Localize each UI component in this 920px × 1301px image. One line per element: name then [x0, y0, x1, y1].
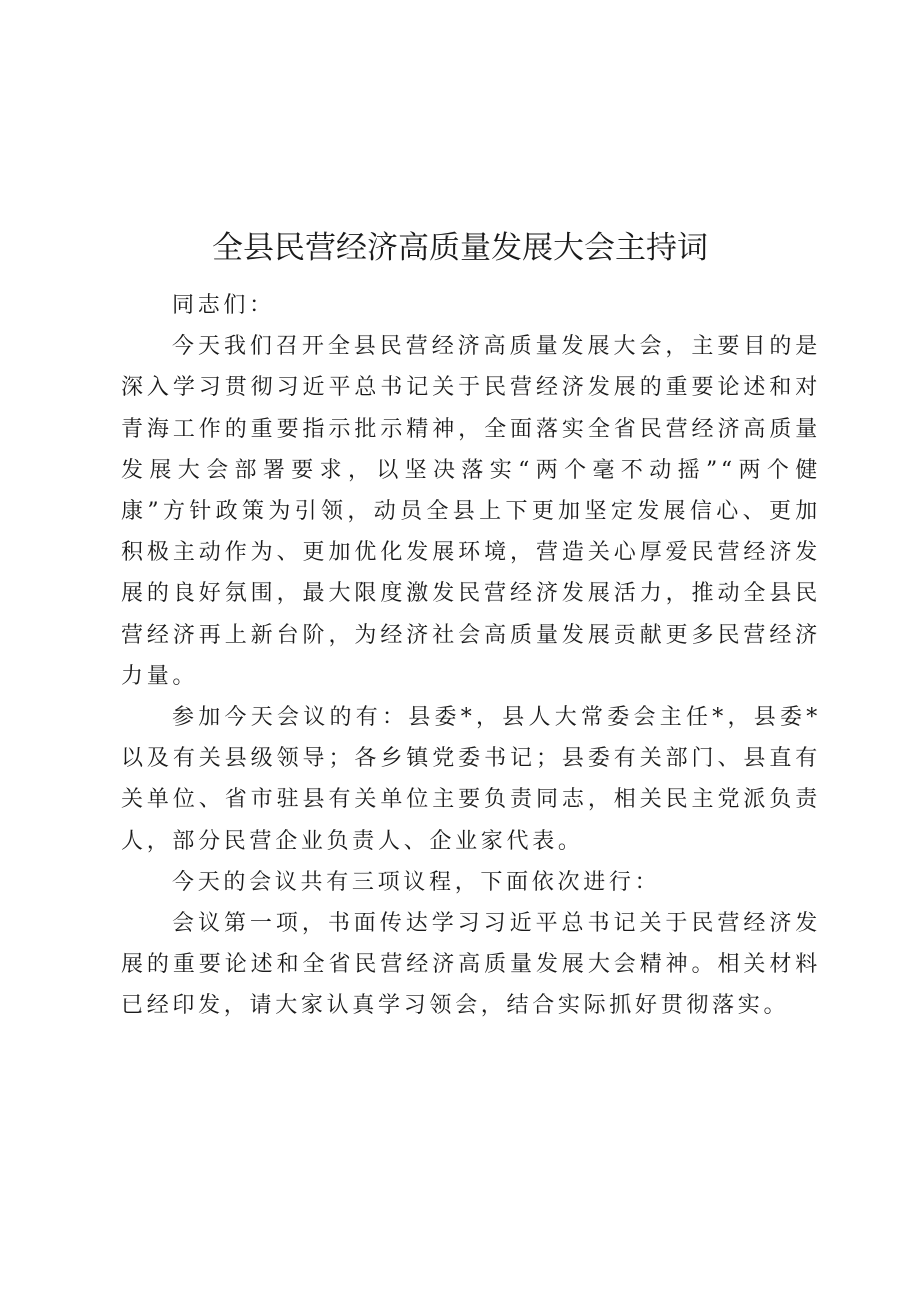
document-title: 全县民营经济高质量发展大会主持词: [212, 230, 708, 266]
salutation-paragraph: 同志们：: [172, 293, 275, 318]
document-body: [121, 285, 821, 1027]
agenda-intro-paragraph: 今天的会议共有三项议程，下面依次进行：: [172, 869, 661, 895]
agenda-item-one-paragraph: 会议第一项，书面传达学习习近平总书记关于民营经济发展的重要论述和全省民营经济高质量发展大会精神。相关材料已经印发，请大家认真学习领会，结合实际抓好贯彻落实。: [121, 911, 821, 1019]
purpose-paragraph: 今天我们召开全县民营经济高质量发展大会，主要目的是深入学习贯彻习近平总书记关于民营经济发展的重要论述和对青海工作的重要指示批示精神，全面落实全省民营经济高质量发展大会部署要求，以坚决落实“两个毫不动摇”“两个健康”方针政策为引领，动员全县上下更加坚定发展信心、更加积极主动作为、更加优化发展环境，营造关心厚爱民营经济发展的良好氛围，最大限度激发民营经济发展活力，推动全县民营经济再上新台阶，为经济社会高质量发展贡献更多民营经济力量。: [121, 334, 821, 689]
attendees-paragraph: 参加今天会议的有：县委*，县人大常委会主任*，县委*以及有关县级领导；各乡镇党委书记；县委有关部门、县直有关单位、省市驻县有关单位主要负责同志，相关民主党派负责人，部分民营企业负责人、企业家代表。: [121, 705, 821, 854]
